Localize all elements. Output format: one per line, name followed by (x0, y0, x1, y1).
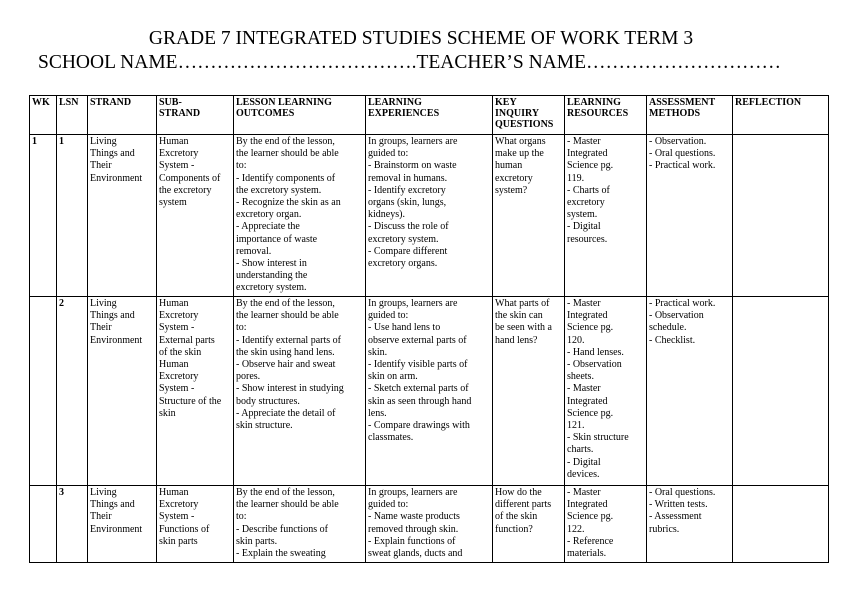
cell-outcomes: By the end of the lesson, the learner should be able to: - Identify components of the excretory system. - Recognize the skin as an excretory organ. - Appreciate the importance of waste removal. - Show interest in understanding the excretory system. (234, 135, 366, 297)
header-assessment: ASSESSMENT METHODS (647, 96, 733, 135)
cell-outcomes: By the end of the lesson, the learner should be able to: - Identify external parts of the skin using hand lens. - Observe hair and sweat pores. - Show interest in studying body structures. - Appreciate the detail of skin structure. (234, 297, 366, 486)
header-reflection: REFLECTION (733, 96, 829, 135)
cell-lsn: 2 (57, 297, 88, 486)
header-questions: KEY INQUIRY QUESTIONS (493, 96, 565, 135)
cell-questions: What organs make up the human excretory system? (493, 135, 565, 297)
cell-resources: - Master Integrated Science pg. 120. - Hand lenses. - Observation sheets. - Master Integrated Science pg. 121. - Skin structure charts. - Digital devices. (565, 297, 647, 486)
cell-questions: How do the different parts of the skin function? (493, 486, 565, 563)
header-experiences: LEARNING EXPERIENCES (366, 96, 493, 135)
cell-wk (30, 297, 57, 486)
cell-wk (30, 486, 57, 563)
cell-experiences: In groups, learners are guided to: - Brainstorm on waste removal in humans. - Identify excretory organs (skin, lungs, kidneys). - Discuss the role of excretory system. - Compare different excretory organs. (366, 135, 493, 297)
cell-sub-strand: Human Excretory System - Components of the excretory system (157, 135, 234, 297)
header-wk: WK (30, 96, 57, 135)
table-header-row (30, 96, 829, 135)
header-outcomes: LESSON LEARNING OUTCOMES (234, 96, 366, 135)
header-sub-strand: SUB- STRAND (157, 96, 234, 135)
cell-sub-strand: Human Excretory System - External parts of the skin Human Excretory System - Structure of the skin (157, 297, 234, 486)
cell-resources: - Master Integrated Science pg. 119. - Charts of excretory system. - Digital resources. (565, 135, 647, 297)
scheme-of-work-table (29, 95, 829, 563)
cell-experiences: In groups, learners are guided to: - Use hand lens to observe external parts of skin. - Identify visible parts of skin on arm. - Sketch external parts of skin as seen through hand lens. - Compare drawings with classmates. (366, 297, 493, 486)
cell-lsn: 3 (57, 486, 88, 563)
cell-experiences: In groups, learners are guided to: - Name waste products removed through skin. - Explain functions of sweat glands, ducts and (366, 486, 493, 563)
cell-lsn: 1 (57, 135, 88, 297)
table-row (30, 135, 829, 297)
table-row (30, 486, 829, 563)
document-title: GRADE 7 INTEGRATED STUDIES SCHEME OF WORK TERM 3 (148, 28, 694, 49)
header-resources: LEARNING RESOURCES (565, 96, 647, 135)
cell-reflection[interactable] (733, 486, 829, 563)
cell-reflection[interactable] (733, 297, 829, 486)
header-strand: STRAND (88, 96, 157, 135)
table-row (30, 297, 829, 486)
cell-reflection[interactable] (733, 135, 829, 297)
cell-questions: What parts of the skin can be seen with a hand lens? (493, 297, 565, 486)
cell-strand: Living Things and Their Environment (88, 297, 157, 486)
cell-strand: Living Things and Their Environment (88, 486, 157, 563)
cell-assessment: - Observation. - Oral questions. - Practical work. (647, 135, 733, 297)
school-teacher-line: SCHOOL NAME……………………………….TEACHER’S NAME………………………… (38, 52, 781, 73)
cell-resources: - Master Integrated Science pg. 122. - Reference materials. (565, 486, 647, 563)
cell-wk: 1 (30, 135, 57, 297)
cell-strand: Living Things and Their Environment (88, 135, 157, 297)
cell-outcomes: By the end of the lesson, the learner should be able to: - Describe functions of skin parts. - Explain the sweating (234, 486, 366, 563)
header-lsn: LSN (57, 96, 88, 135)
cell-sub-strand: Human Excretory System - Functions of skin parts (157, 486, 234, 563)
cell-assessment: - Oral questions. - Written tests. - Assessment rubrics. (647, 486, 733, 563)
cell-assessment: - Practical work. - Observation schedule. - Checklist. (647, 297, 733, 486)
